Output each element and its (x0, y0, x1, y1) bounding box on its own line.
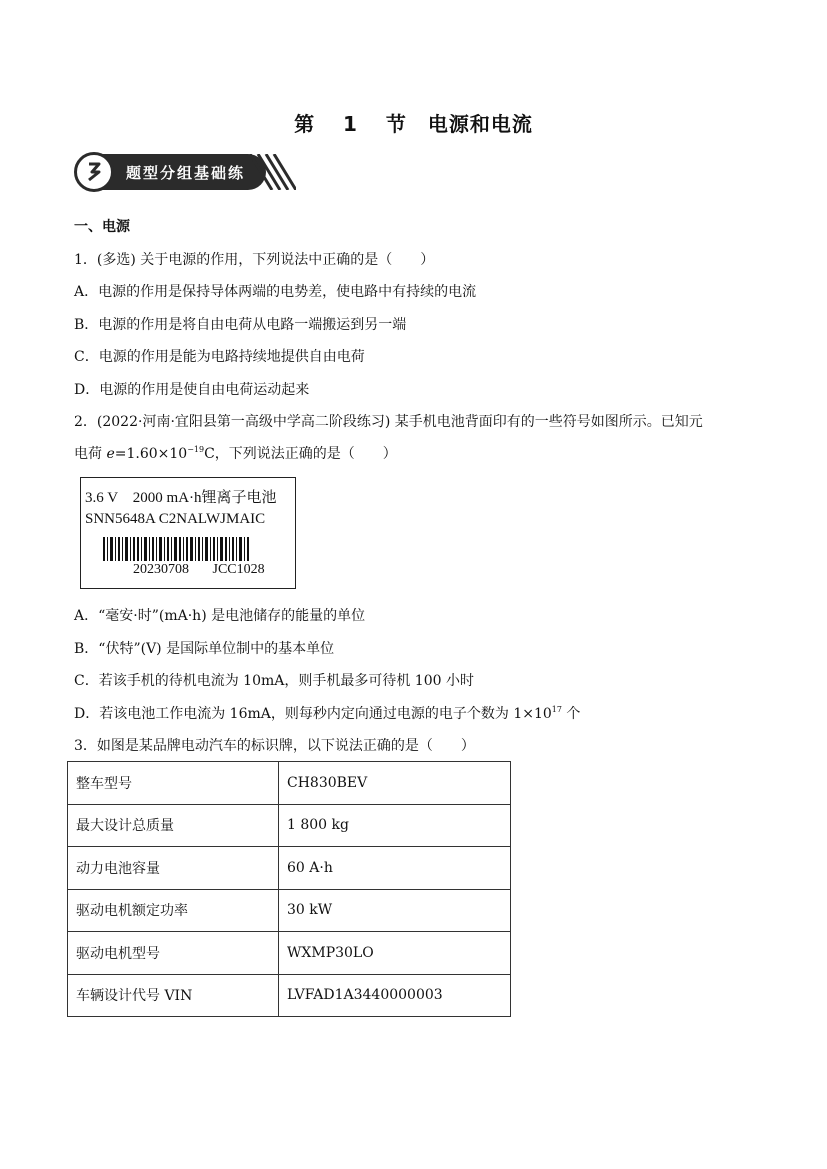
table-row (68, 889, 511, 932)
q2-stem-line2-pre: 电荷 (74, 446, 107, 462)
q2-option-d-post: 个 (561, 706, 581, 722)
table-cell-label: 驱动电机型号 (68, 932, 279, 975)
q1-option-b: B．电源的作用是将自由电荷从电路一端搬运到另一端 (74, 317, 407, 333)
table-cell-value: CH830BEV (279, 762, 511, 805)
q2-charge-symbol: e (106, 446, 115, 462)
q3-stem: 3．如图是某品牌电动汽车的标识牌，以下说法正确的是（ ） (74, 738, 475, 754)
q1-option-d: D．电源的作用是使自由电荷运动起来 (74, 382, 310, 398)
table-cell-label: 车辆设计代号 VIN (68, 974, 279, 1017)
banner-stripes-icon (246, 154, 296, 190)
q1-option-a: A．电源的作用是保持导体两端的电势差，使电路中有持续的电流 (74, 284, 477, 300)
table-cell-label: 驱动电机额定功率 (68, 889, 279, 932)
table-cell-value: LVFAD1A3440000003 (279, 974, 511, 1017)
q2-option-a: A．“毫安·时”(mA·h) 是电池储存的能量的单位 (74, 608, 366, 624)
q1-option-c: C．电源的作用是能为电路持续地提供自由电荷 (74, 349, 365, 365)
vehicle-spec-table (67, 761, 511, 1017)
table-cell-value: WXMP30LO (279, 932, 511, 975)
q2-option-d-pre: D．若该电池工作电流为 16mA，则每秒内定向通过电源的电子个数为 1×10 (74, 706, 552, 722)
table-row (68, 974, 511, 1017)
battery-label-line2: SNN5648A C2NALWJMAIC (85, 511, 266, 527)
q2-stem-line2-mid: =1.60×10 (114, 446, 188, 462)
table-cell-label: 整车型号 (68, 762, 279, 805)
battery-label-line1: 3.6 V 2000 mA·h锂离子电池 (85, 490, 277, 506)
q2-stem-line2 (74, 443, 397, 463)
table-row (68, 804, 511, 847)
q2-option-d-exp: 17 (551, 705, 562, 714)
table-cell-label: 动力电池容量 (68, 847, 279, 890)
table-row (68, 847, 511, 890)
barcode-icon (103, 537, 249, 561)
q2-option-c: C．若该手机的待机电流为 10mA，则手机最多可待机 100 小时 (74, 673, 474, 689)
q2-option-b: B．“伏特”(V) 是国际单位制中的基本单位 (74, 641, 335, 657)
table-cell-value: 30 kW (279, 889, 511, 932)
q2-exponent: −19 (187, 445, 205, 454)
table-cell-value: 60 A·h (279, 847, 511, 890)
section-banner (76, 150, 296, 194)
banner-text: 题型分组基础练 (126, 164, 246, 182)
page-title: 第 1 节 电源和电流 (294, 112, 533, 136)
q2-stem-line2-post: C，下列说法正确的是（ ） (204, 446, 397, 462)
q2-stem-line1: 2．(2022·河南·宜阳县第一高级中学高二阶段练习) 某手机电池背面印有的一些符号如图所示。已知元 (74, 414, 703, 430)
table-cell-value: 1 800 kg (279, 804, 511, 847)
table-row (68, 762, 511, 805)
table-row (68, 932, 511, 975)
battery-label-figure (80, 477, 296, 589)
battery-label-line3: 20230708 JCC1028 (133, 562, 265, 577)
banner-logo-icon (74, 152, 114, 192)
table-cell-label: 最大设计总质量 (68, 804, 279, 847)
q2-option-d (74, 703, 580, 723)
q1-stem: 1．(多选) 关于电源的作用，下列说法中正确的是（ ） (74, 252, 435, 268)
section-heading: 一、电源 (74, 219, 130, 235)
